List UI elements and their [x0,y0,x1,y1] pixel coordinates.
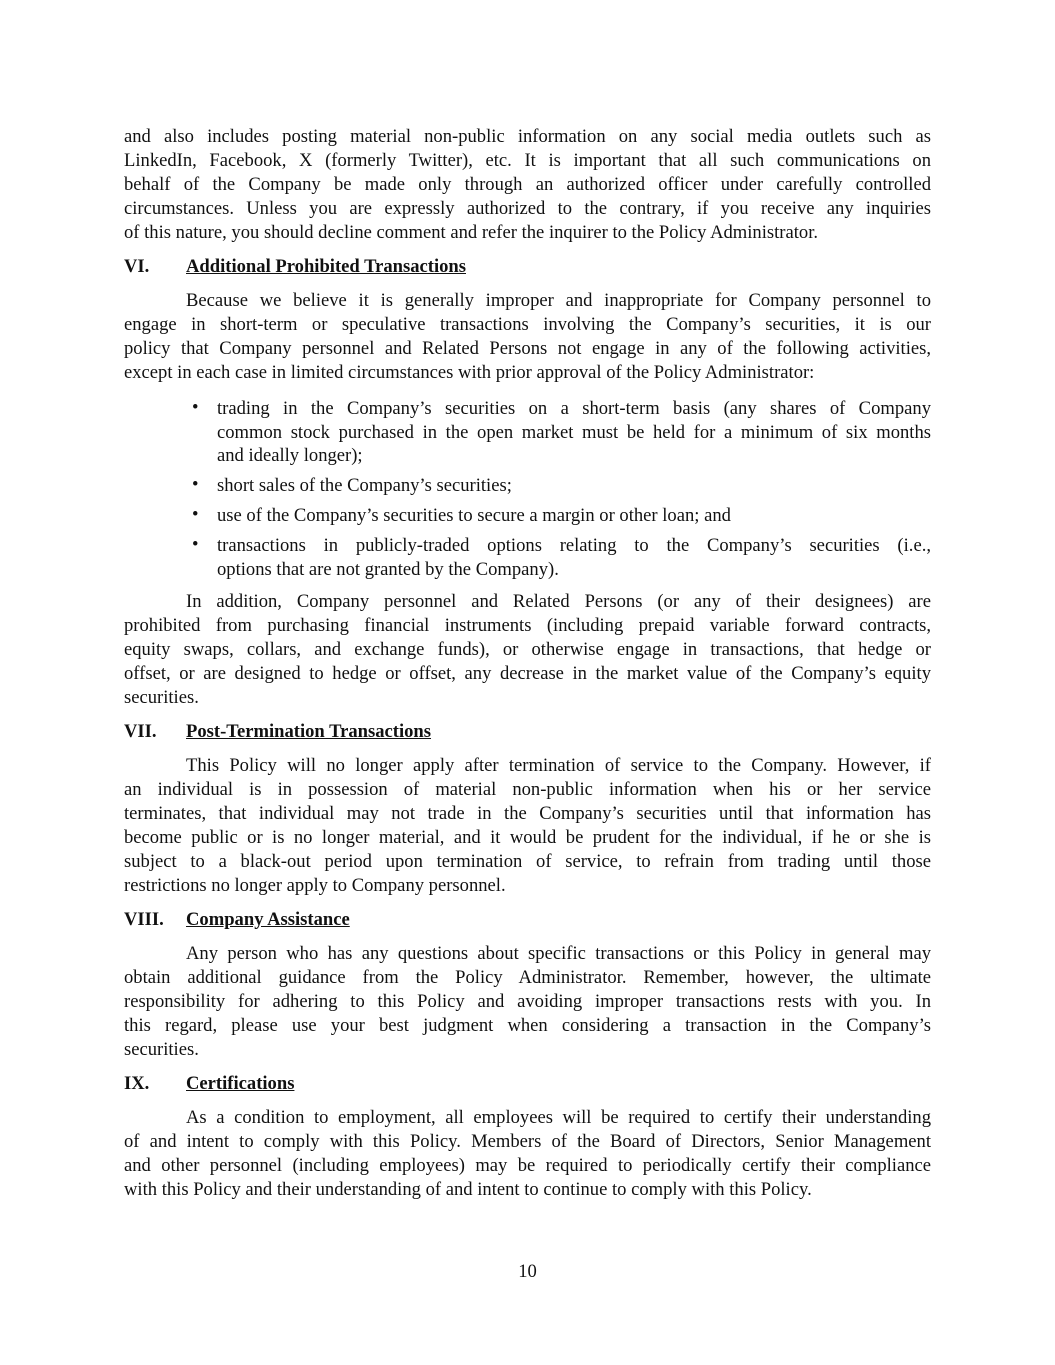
text-line: and other personnel (including employees) may be required to periodically certify their compliance [124,1155,931,1176]
text-line: policy that Company personnel and Related Persons not engage in any of the following activities, [124,338,931,359]
text-line: LinkedIn, Facebook, X (formerly Twitter), etc. It is important that all such communications on [124,150,931,171]
text-line: In addition, Company personnel and Related Persons (or any of their designees) are [186,591,931,612]
list-item [124,397,931,468]
text-line: circumstances. Unless you are expressly authorized to the contrary, if you receive any inquiries [124,198,931,219]
text-line: behalf of the Company be made only through an authorized officer under carefully controlled [124,174,931,195]
text-line: an individual is in possession of material non-public information when his or her service [124,779,931,800]
list-item [124,534,931,581]
text-line: and also includes posting material non-public information on any social media outlets such as [124,126,931,147]
list-item-text [217,504,931,528]
text-line: engage in short-term or speculative transactions involving the Company’s securities, it is our [124,314,931,335]
bullet-icon [124,397,217,468]
bullet-glyph: • [192,474,199,495]
bullet-glyph: • [192,534,199,555]
section-title: Post-Termination Transactions [186,721,432,742]
page-number: 10 [518,1261,537,1282]
bullet-list [124,397,931,581]
list-item [124,474,931,498]
section-heading [124,1072,931,1096]
text-line: offset, or are designed to hedge or offset, any decrease in the market value of the Company’s equity [124,663,931,684]
text-line: Because we believe it is generally improper and inappropriate for Company personnel to [186,290,931,311]
text-line: except in each case in limited circumstances with prior approval of the Policy Administrator: [124,362,815,383]
text-line: of this nature, you should decline comment and refer the inquirer to the Policy Administrator. [124,222,819,243]
text-line: Any person who has any questions about specific transactions or this Policy in general may [186,943,931,964]
text-line: subject to a black-out period upon termination of service, to refrain from trading until those [124,851,931,872]
list-item-text [217,474,931,498]
section-number: VIII. [124,909,164,930]
text-line: use of the Company’s securities to secure a margin or other loan; and [217,505,731,526]
text-line: equity swaps, collars, and exchange funds), or otherwise engage in transactions, that hedge or [124,639,931,660]
list-item-text [217,534,931,581]
text-line: restrictions no longer apply to Company personnel. [124,875,506,896]
section-number: VI. [124,256,150,277]
paragraph [124,590,931,710]
text-line: This Policy will no longer apply after termination of service to the Company. However, if [186,755,931,776]
section-heading [124,255,931,279]
text-line: terminates, that individual may not trade in the Company’s securities until that information has [124,803,931,824]
bullet-glyph: • [192,504,199,525]
text-line: common stock purchased in the open market must be held for a minimum of six months [217,421,931,443]
paragraph [124,289,931,385]
text-line: with this Policy and their understanding of and intent to continue to comply with this Policy. [124,1179,812,1200]
text-line: As a condition to employment, all employees will be required to certify their understanding [186,1107,931,1128]
text-line: become public or is no longer material, and it would be prudent for the individual, if he or she is [124,827,931,848]
text-line: short sales of the Company’s securities; [217,475,512,496]
section-title: Additional Prohibited Transactions [186,256,466,277]
paragraph [124,1106,931,1202]
bullet-glyph: • [192,397,199,418]
list-item-text [217,397,931,468]
text-line: options that are not granted by the Company). [217,558,559,580]
text-line: prohibited from purchasing financial instruments (including prepaid variable forward contracts, [124,615,931,636]
section-number: IX. [124,1073,150,1094]
document-page [124,125,931,1212]
paragraph [124,754,931,898]
bullet-icon [124,504,217,528]
text-line: of and intent to comply with this Policy. Members of the Board of Directors, Senior Management [124,1131,931,1152]
section-heading [124,720,931,744]
text-line: securities. [124,1039,199,1060]
paragraph [124,125,931,245]
bullet-icon [124,474,217,498]
text-line: and ideally longer); [217,445,363,466]
text-line: this regard, please use your best judgment when considering a transaction in the Company’s [124,1015,931,1036]
bullet-icon [124,534,217,581]
section-title: Company Assistance [186,909,350,930]
text-line: securities. [124,687,199,708]
paragraph [124,942,931,1062]
text-line: trading in the Company’s securities on a short-term basis (any shares of Company [217,398,931,419]
text-line: responsibility for adhering to this Policy and avoiding improper transactions rests with you. In [124,991,931,1012]
section-number: VII. [124,721,157,742]
text-line: obtain additional guidance from the Policy Administrator. Remember, however, the ultimate [124,967,931,988]
list-item [124,504,931,528]
section-heading [124,908,931,932]
section-title: Certifications [186,1073,295,1094]
text-line: transactions in publicly-traded options relating to the Company’s securities (i.e., [217,535,931,556]
